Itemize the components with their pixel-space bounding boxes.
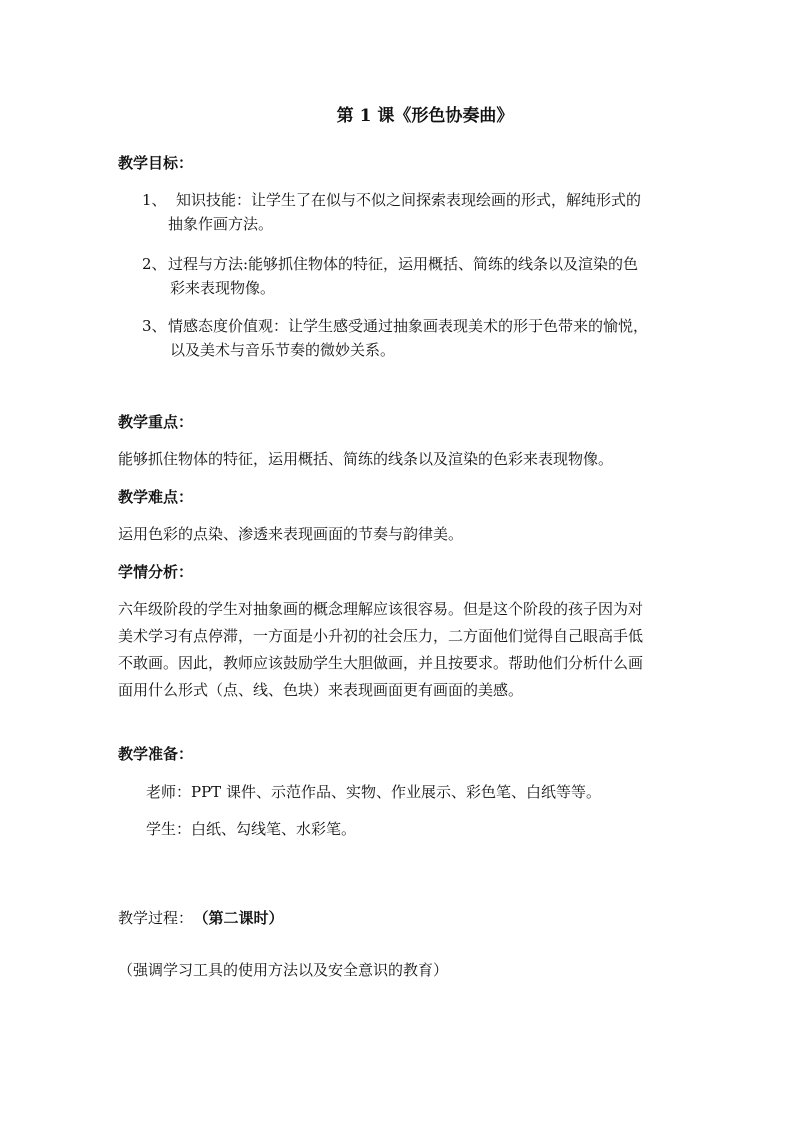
process-heading — [118, 908, 284, 928]
objective-line: 抽象作画方法。 — [168, 215, 274, 233]
analysis-paragraph — [118, 596, 643, 704]
objective-number: 2、 — [142, 255, 167, 273]
objective-number: 1、 — [142, 191, 167, 209]
process-note: （强调学习工具的使用方法以及安全意识的教育） — [118, 961, 449, 979]
process-session: （第二课时） — [201, 909, 284, 927]
objective-line: 彩来表现物像。 — [170, 279, 276, 297]
preparation-heading: 教学准备： — [118, 745, 194, 763]
objective-item-1 — [142, 188, 641, 236]
preparation-student: 学生：白纸、勾线笔、水彩笔。 — [146, 820, 357, 838]
objective-line: 情感态度价值观：让学生感受通过抽象画表现美术的形于色带来的愉悦， — [168, 317, 649, 335]
page-title: 第 1 课《形色协奏曲》 — [336, 106, 514, 126]
analysis-heading: 学情分析： — [118, 563, 194, 581]
objective-item-3 — [142, 314, 648, 362]
objective-line: 知识技能：让学生了在似与不似之间探索表现绘画的形式，解纯形式的 — [176, 191, 642, 209]
process-label: 教学过程： — [118, 909, 194, 927]
difficulties-heading: 教学难点： — [118, 488, 194, 506]
key-points-heading: 教学重点： — [118, 413, 194, 431]
analysis-line: 六年级阶段的学生对抽象画的概念理解应该很容易。但是这个阶段的孩子因为对 — [118, 600, 644, 618]
objective-number: 3、 — [142, 317, 167, 335]
objective-line: 以及美术与音乐节奏的微妙关系。 — [170, 341, 396, 359]
analysis-line: 美术学习有点停滞，一方面是小升初的社会压力，二方面他们觉得自己眼高手低 — [118, 627, 644, 645]
key-points-text: 能够抓住物体的特征，运用概括、简练的线条以及渲染的色彩来表现物像。 — [118, 450, 614, 468]
analysis-line: 不敢画。因此，教师应该鼓励学生大胆做画，并且按要求。帮助他们分析什么画 — [118, 654, 644, 672]
analysis-line: 面用什么形式（点、线、色块）来表现画面更有画面的美感。 — [118, 681, 524, 699]
objectives-heading: 教学目标： — [118, 154, 194, 172]
objective-item-2 — [142, 252, 638, 300]
objective-line: 过程与方法:能够抓住物体的特征，运用概括、简练的线条以及渲染的色 — [168, 255, 639, 273]
preparation-teacher: 老师：PPT 课件、示范作品、实物、作业展示、彩色笔、白纸等等。 — [146, 783, 601, 801]
difficulties-text: 运用色彩的点染、渗透来表现画面的节奏与韵律美。 — [118, 525, 464, 543]
